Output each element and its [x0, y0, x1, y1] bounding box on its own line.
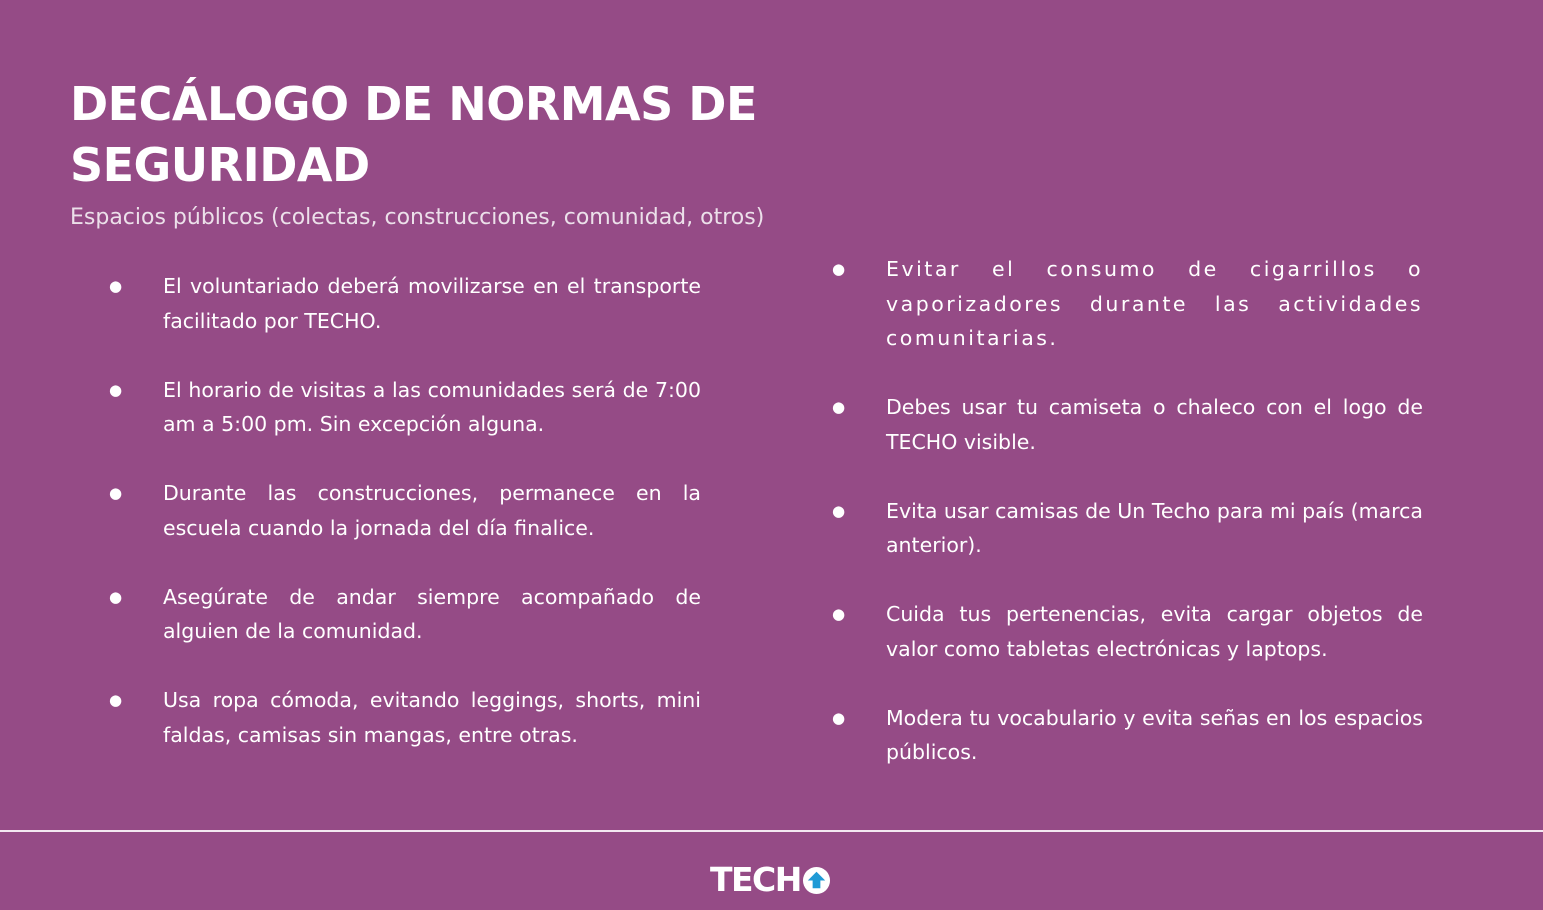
bullet-icon: ● — [832, 501, 846, 520]
rule-item — [105, 476, 701, 545]
rule-text: Durante las construcciones, permanece en la escuela cuando la jornada del día finalice. — [163, 481, 701, 540]
bullet-icon: ● — [109, 380, 123, 399]
rule-item — [828, 701, 1423, 770]
rule-text: El voluntariado deberá movilizarse en el transporte facilitado por TECHO. — [163, 274, 701, 333]
footer-divider — [0, 830, 1543, 832]
rule-text: Evita usar camisas de Un Techo para mi país (marca anterior). — [886, 498, 1423, 557]
logo-wordmark: TECH — [710, 860, 801, 899]
rule-text: Debes usar tu camiseta o chaleco con el logo de TECHO visible. — [886, 395, 1423, 454]
bullet-icon: ● — [832, 398, 846, 416]
left-rules-list — [105, 269, 701, 787]
bullet-icon: ● — [109, 691, 123, 709]
bullet-icon: ● — [832, 260, 846, 278]
bullet-icon: ● — [109, 277, 123, 295]
bullet-icon: ● — [109, 484, 123, 502]
rule-item — [105, 580, 701, 649]
rule-text: Usa ropa cómoda, evitando leggings, shorts, mini faldas, camisas sin mangas, entre otras. — [163, 688, 701, 747]
bullet-icon: ● — [832, 605, 846, 623]
bullet-icon: ● — [832, 708, 846, 727]
bullet-icon: ● — [109, 587, 123, 606]
slide-title: DECÁLOGO DE NORMAS DE SEGURIDAD — [70, 77, 757, 192]
rule-text: Asegúrate de andar siempre acompañado de alguien de la comunidad. — [163, 584, 701, 643]
rule-item — [105, 269, 701, 338]
rule-item — [105, 683, 701, 752]
techo-logo — [710, 858, 831, 902]
right-rules-list — [828, 252, 1423, 804]
rule-text: Modera tu vocabulario y evita señas en los espacios públicos. — [886, 705, 1423, 764]
rule-text: Evitar el consumo de cigarrillos o vaporizadores durante las actividades comunitarias. — [886, 257, 1423, 350]
rule-item — [828, 390, 1423, 459]
rule-text: El horario de visitas a las comunidades será de 7:00 am a 5:00 pm. Sin excepción alguna. — [163, 377, 701, 436]
house-arrow-up-icon — [802, 866, 831, 895]
rule-item — [105, 373, 701, 442]
rule-item — [828, 494, 1423, 563]
slide-subtitle: Espacios públicos (colectas, construcciones, comunidad, otros) — [70, 205, 765, 230]
rule-item — [828, 252, 1423, 356]
rule-item — [828, 597, 1423, 666]
rule-text: Cuida tus pertenencias, evita cargar objetos de valor como tabletas electrónicas y laptops. — [886, 602, 1423, 661]
